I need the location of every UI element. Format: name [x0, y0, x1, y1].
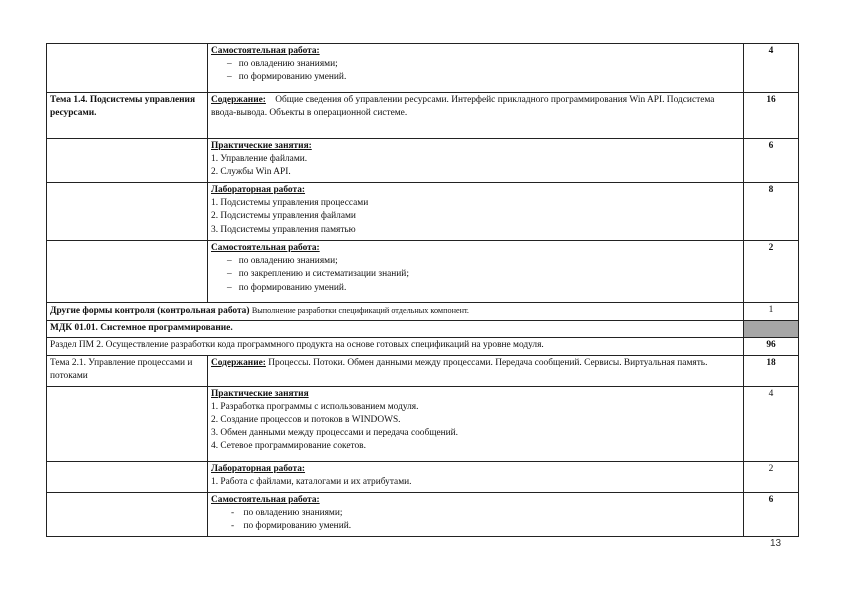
- hours-cell: 8: [744, 183, 799, 241]
- section-heading: Лабораторная работа:: [211, 463, 306, 474]
- section-heading: Самостоятельная работа:: [211, 46, 320, 56]
- topic-cell: [47, 139, 208, 183]
- table-row: [47, 355, 799, 386]
- list-item: 1. Работа с файлами, каталогами и их атрибутами.: [211, 476, 412, 487]
- page-number: 13: [770, 538, 782, 549]
- content-cell: [208, 139, 744, 183]
- hours-cell: 6: [744, 139, 799, 183]
- control-forms-cell: [47, 303, 744, 321]
- table-row: [47, 183, 799, 241]
- hours-cell: 4: [744, 44, 799, 93]
- topic-cell: [47, 183, 208, 241]
- section-heading: Практические занятия:: [211, 141, 312, 151]
- table-row: [47, 338, 799, 355]
- section-heading: Практические занятия: [211, 388, 309, 399]
- content-cell: [208, 241, 744, 303]
- list-item: 2. Подсистемы управления файлами: [211, 211, 356, 222]
- content-label: Содержание:: [211, 357, 266, 368]
- table-row: [47, 461, 799, 492]
- hours-cell: 4: [744, 386, 799, 461]
- list-item: - по овладению знаниями;: [231, 507, 343, 518]
- content-cell: [208, 461, 744, 492]
- list-item: 2. Создание процессов и потоков в WINDOWS.: [211, 415, 401, 426]
- table-row: [47, 386, 799, 461]
- content-text: Процессы. Потоки. Обмен данными между процессами. Передача сообщений. Сервисы. Виртуальная память.: [268, 357, 708, 368]
- control-forms-label: Другие формы контроля (контрольная работа): [50, 306, 250, 316]
- topic-title: Тема 2.1. Управление процессами и потоками: [47, 355, 208, 386]
- list-item: 3. Обмен данными между процессами и передача сообщений.: [211, 428, 459, 439]
- section-heading: Самостоятельная работа:: [211, 243, 320, 253]
- list-item: 2. Службы Win API.: [211, 167, 291, 178]
- list-item: – по закреплению и систематизации знаний;: [227, 269, 409, 280]
- table-row: [47, 321, 799, 338]
- section-title: Раздел ПМ 2. Осуществление разработки кода программного продукта на основе готовых спецификаций на уровне модуля.: [47, 338, 744, 355]
- content-cell: [208, 183, 744, 241]
- mdk-title: МДК 01.01. Системное программирование.: [47, 321, 744, 338]
- list-item: 3. Подсистемы управления памятью: [211, 224, 356, 235]
- content-cell: [208, 386, 744, 461]
- topic-cell: [47, 386, 208, 461]
- topic-cell: [47, 44, 208, 93]
- list-item: – по формированию умений.: [227, 282, 347, 293]
- list-item: - по формированию умений.: [231, 521, 352, 532]
- list-item: – по овладению знаниями;: [227, 256, 338, 267]
- topic-title: Тема 1.4. Подсистемы управления ресурсами.: [47, 93, 208, 139]
- hours-cell: 16: [744, 93, 799, 139]
- section-heading: Лабораторная работа:: [211, 185, 306, 195]
- table-row: [47, 139, 799, 183]
- hours-cell: 96: [744, 338, 799, 355]
- section-heading: Самостоятельная работа:: [211, 494, 320, 505]
- hours-cell: 6: [744, 492, 799, 536]
- list-item: 1. Управление файлами.: [211, 154, 308, 165]
- control-forms-text: Выполнение разработки спецификаций отдельных компонент.: [251, 306, 469, 315]
- table-row: [47, 492, 799, 536]
- content-text: Общие сведения об управлении ресурсами. Интерфейс прикладного программирования Win API. Подсистема ввода-вывода. Объекты в операционной системе.: [211, 95, 715, 119]
- hours-cell: 2: [744, 461, 799, 492]
- content-cell: [208, 93, 744, 139]
- hours-cell: [744, 321, 799, 338]
- content-cell: [208, 492, 744, 536]
- list-item: 4. Сетевое программирование сокетов.: [211, 441, 366, 452]
- hours-cell: 2: [744, 241, 799, 303]
- curriculum-table: [46, 43, 799, 537]
- content-cell: [208, 44, 744, 93]
- topic-cell: [47, 241, 208, 303]
- topic-cell: [47, 461, 208, 492]
- table-row: [47, 303, 799, 321]
- list-item: – по формированию умений.: [227, 72, 347, 83]
- topic-cell: [47, 492, 208, 536]
- content-label: Содержание:: [211, 95, 266, 105]
- list-item: 1. Подсистемы управления процессами: [211, 198, 369, 209]
- list-item: – по овладению знаниями;: [227, 59, 338, 70]
- table-row: [47, 93, 799, 139]
- table-row: [47, 44, 799, 93]
- content-cell: [208, 355, 744, 386]
- table-row: [47, 241, 799, 303]
- hours-cell: 18: [744, 355, 799, 386]
- hours-cell: 1: [744, 303, 799, 321]
- list-item: 1. Разработка программы с использованием модуля.: [211, 401, 419, 412]
